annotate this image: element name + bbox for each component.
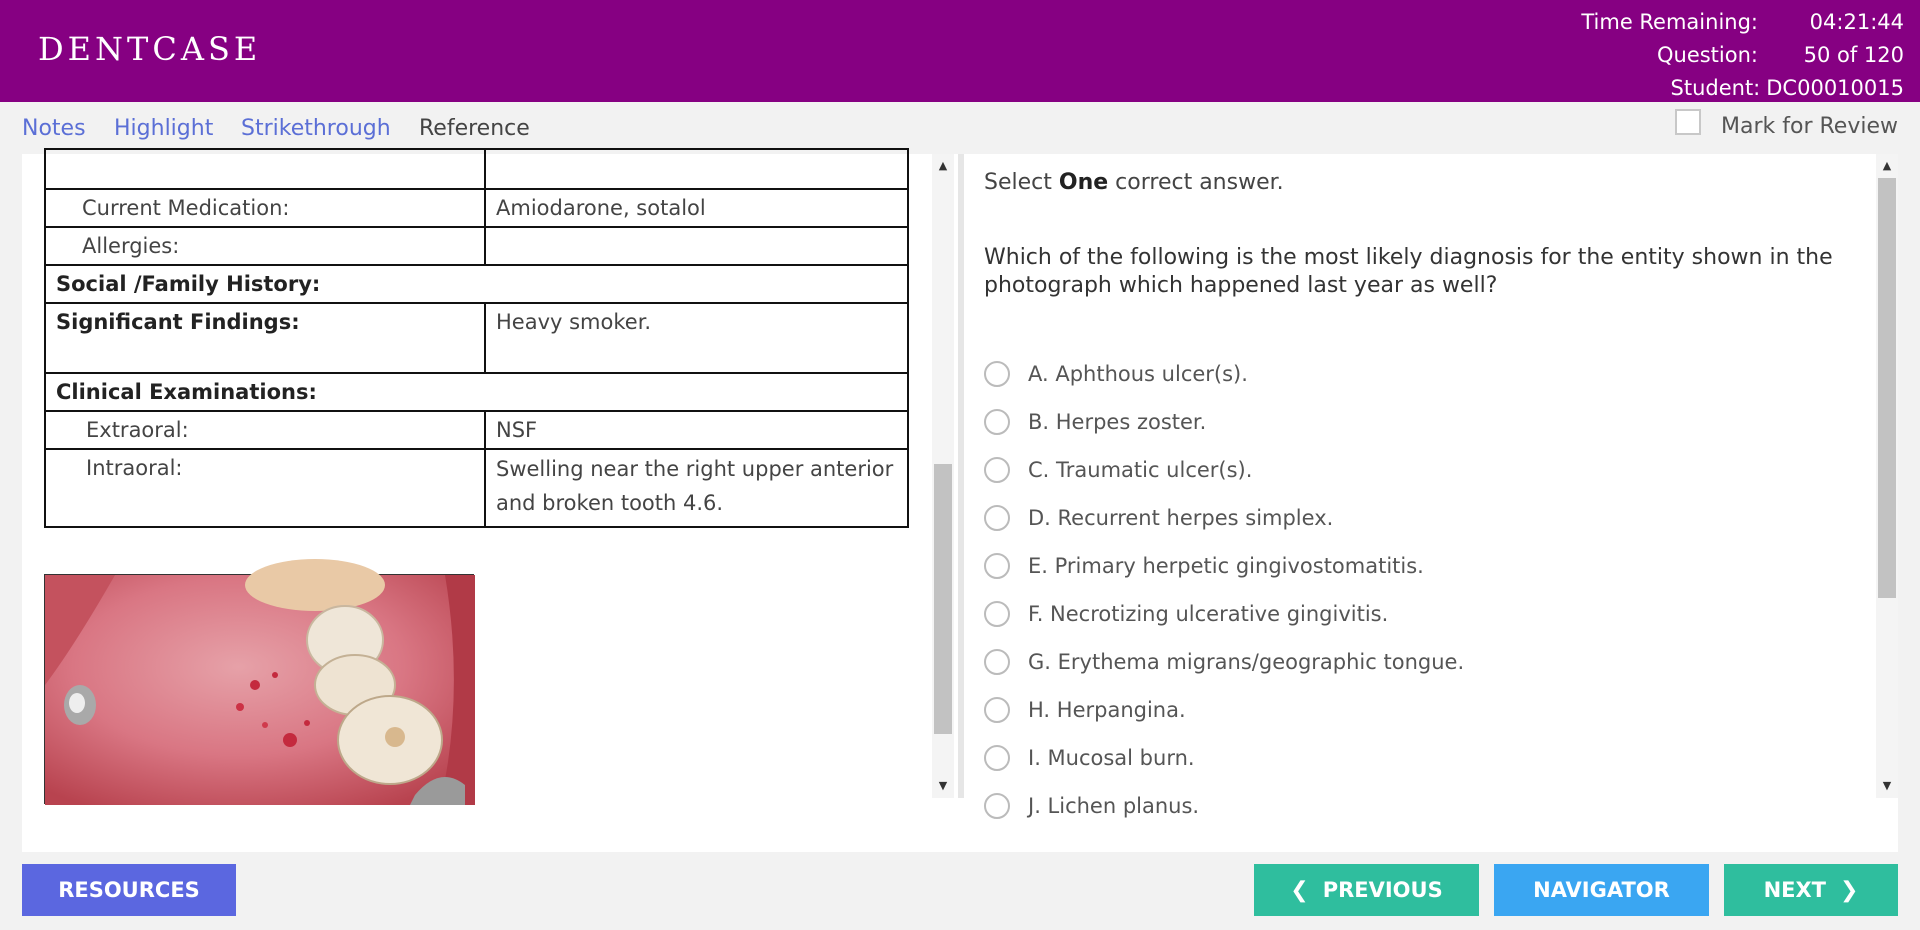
- previous-label: PREVIOUS: [1322, 878, 1443, 902]
- option-label: C. Traumatic ulcer(s).: [1028, 458, 1253, 482]
- answer-option-c[interactable]: [984, 446, 1464, 494]
- radio-button[interactable]: [984, 697, 1010, 723]
- option-label: E. Primary herpetic gingivostomatitis.: [1028, 554, 1424, 578]
- arrow-down-icon[interactable]: ▼: [1882, 779, 1892, 792]
- resources-label: RESOURCES: [58, 878, 200, 902]
- option-label: D. Recurrent herpes simplex.: [1028, 506, 1334, 530]
- option-label: A. Aphthous ulcer(s).: [1028, 362, 1248, 386]
- table-row: [45, 189, 908, 227]
- table-row: [45, 265, 908, 303]
- option-label: J. Lichen planus.: [1028, 794, 1200, 818]
- social-history-label: Social /Family History:: [45, 265, 908, 303]
- question-counter-label: Question:: [1656, 43, 1758, 67]
- answer-option-h[interactable]: [984, 686, 1464, 734]
- mark-for-review-checkbox[interactable]: [1675, 109, 1701, 135]
- time-remaining-label: Time Remaining:: [1581, 10, 1758, 34]
- navigator-label: NAVIGATOR: [1533, 878, 1670, 902]
- time-remaining-row: [1544, 6, 1904, 39]
- answer-options: [984, 350, 1464, 830]
- extraoral-label: Extraoral:: [45, 411, 485, 449]
- current-medication-label: Current Medication:: [45, 189, 485, 227]
- instruction-text: correct answer.: [1115, 170, 1284, 195]
- previous-button[interactable]: [1254, 864, 1479, 916]
- arrow-up-icon[interactable]: ▲: [1882, 159, 1892, 172]
- notes-link[interactable]: Notes: [22, 116, 86, 141]
- radio-button[interactable]: [984, 649, 1010, 675]
- main-content: [22, 154, 1898, 852]
- significant-findings-value: Heavy smoker.: [485, 303, 908, 373]
- table-row: [45, 373, 908, 411]
- option-label: I. Mucosal burn.: [1028, 746, 1195, 770]
- answer-option-d[interactable]: [984, 494, 1464, 542]
- intraoral-value: Swelling near the right upper anterior and broken tooth 4.6.: [485, 449, 908, 527]
- clinical-photograph[interactable]: [44, 574, 474, 804]
- student-id-value: DC00010015: [1766, 76, 1904, 100]
- option-label: G. Erythema migrans/geographic tongue.: [1028, 650, 1465, 674]
- student-id-label: Student:: [1670, 76, 1761, 100]
- table-row: [45, 411, 908, 449]
- answer-option-a[interactable]: [984, 350, 1464, 398]
- time-remaining-value: 04:21:44: [1809, 10, 1904, 34]
- option-label: F. Necrotizing ulcerative gingivitis.: [1028, 602, 1389, 626]
- answer-option-i[interactable]: [984, 734, 1464, 782]
- navigator-button[interactable]: [1494, 864, 1709, 916]
- allergies-value: [485, 227, 908, 265]
- current-medication-value: Amiodarone, sotalol: [485, 189, 908, 227]
- instruction-emphasis: One: [1058, 170, 1109, 195]
- question-text: Which of the following is the most likely diagnosis for the entity shown in the photograph which happened last year as well?: [984, 245, 1833, 298]
- radio-button[interactable]: [984, 457, 1010, 483]
- mark-for-review[interactable]: [1675, 114, 1898, 139]
- radio-button[interactable]: [984, 505, 1010, 531]
- table-row: [45, 303, 908, 373]
- radio-button[interactable]: [984, 553, 1010, 579]
- scrollbar-thumb[interactable]: [934, 464, 952, 734]
- significant-findings-label: Significant Findings:: [45, 303, 485, 373]
- answer-option-g[interactable]: [984, 638, 1464, 686]
- answer-option-e[interactable]: [984, 542, 1464, 590]
- extraoral-value: NSF: [485, 411, 908, 449]
- chevron-right-icon: ❯: [1840, 877, 1859, 903]
- student-id-row: [1544, 72, 1904, 105]
- table-cell: [45, 149, 485, 189]
- answer-instruction: [984, 170, 1284, 195]
- question-counter-value: 50 of 120: [1803, 43, 1904, 67]
- question-panel[interactable]: [964, 154, 1876, 818]
- highlight-link[interactable]: Highlight: [114, 116, 214, 141]
- question-counter-row: [1544, 39, 1904, 72]
- next-button[interactable]: [1724, 864, 1898, 916]
- intraoral-label: Intraoral:: [45, 449, 485, 527]
- option-label: H. Herpangina.: [1028, 698, 1186, 722]
- radio-button[interactable]: [984, 745, 1010, 771]
- reference-link[interactable]: Reference: [419, 116, 530, 141]
- toolbar: [0, 108, 1920, 152]
- strikethrough-link[interactable]: Strikethrough: [241, 116, 391, 141]
- case-panel-scrollbar[interactable]: [932, 154, 954, 798]
- instruction-text: Select: [984, 170, 1052, 195]
- resources-button[interactable]: [22, 864, 236, 916]
- table-row: [45, 449, 908, 527]
- answer-option-j[interactable]: [984, 782, 1464, 830]
- answer-option-f[interactable]: [984, 590, 1464, 638]
- mouth-photo-icon: [45, 575, 475, 805]
- table-cell: [485, 149, 908, 189]
- allergies-label: Allergies:: [45, 227, 485, 265]
- chevron-left-icon: ❮: [1290, 877, 1309, 903]
- table-row: [45, 149, 908, 189]
- mark-for-review-label: Mark for Review: [1721, 114, 1898, 139]
- case-table: [44, 148, 909, 528]
- option-label: B. Herpes zoster.: [1028, 410, 1207, 434]
- answer-option-b[interactable]: [984, 398, 1464, 446]
- exam-info: [1544, 6, 1904, 105]
- arrow-up-icon[interactable]: ▲: [938, 159, 948, 172]
- arrow-down-icon[interactable]: ▼: [938, 779, 948, 792]
- radio-button[interactable]: [984, 409, 1010, 435]
- radio-button[interactable]: [984, 601, 1010, 627]
- brand-logo: DENTCASE: [38, 30, 262, 68]
- radio-button[interactable]: [984, 793, 1010, 819]
- next-label: NEXT: [1763, 878, 1826, 902]
- case-panel[interactable]: [22, 154, 932, 798]
- table-row: [45, 227, 908, 265]
- scrollbar-thumb[interactable]: [1878, 178, 1896, 598]
- clinical-exam-label: Clinical Examinations:: [45, 373, 908, 411]
- question-panel-scrollbar[interactable]: [1876, 154, 1898, 798]
- top-header: [0, 0, 1920, 102]
- radio-button[interactable]: [984, 361, 1010, 387]
